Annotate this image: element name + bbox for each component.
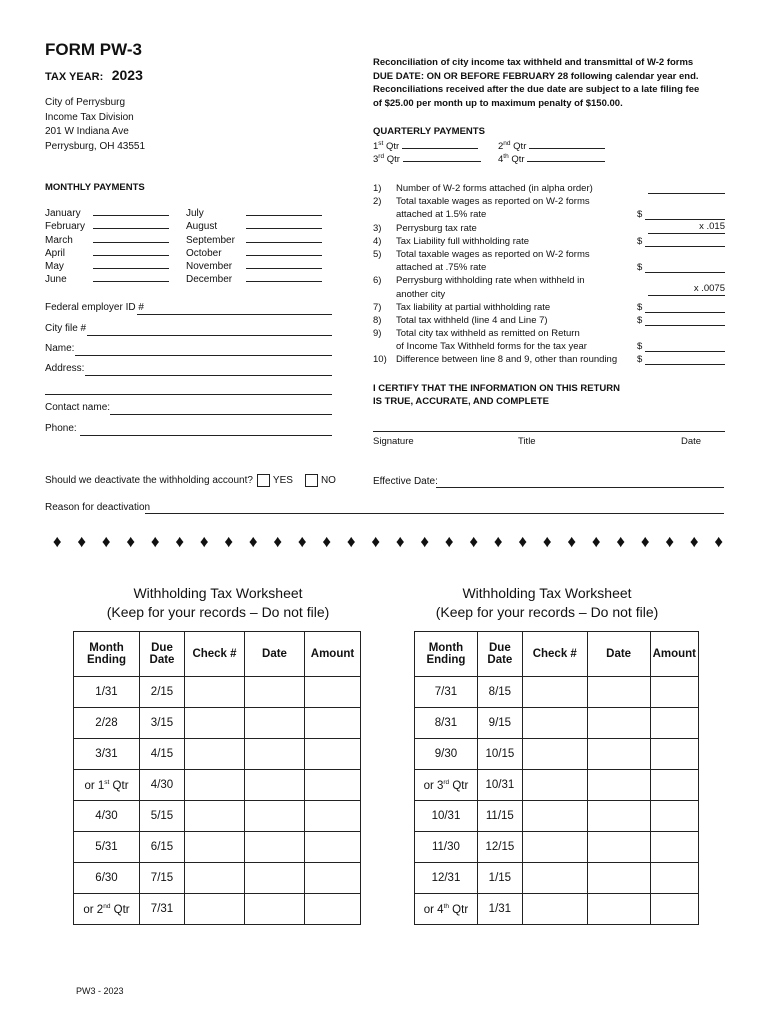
qtr-1: 1st Qtr — [373, 140, 478, 152]
amount-header: Amount — [305, 632, 361, 677]
month-ending-cell: 6/30 — [74, 863, 140, 894]
date-cell[interactable] — [587, 801, 650, 832]
diamond-icon: ♦ — [101, 532, 111, 551]
date-label: Date — [681, 436, 702, 447]
check-cell[interactable] — [185, 677, 245, 708]
month-label: September — [186, 234, 235, 246]
notice-line: Reconciliations received after the due date are subject to a late filing fee — [373, 84, 700, 95]
name-field[interactable] — [75, 355, 332, 356]
due-date-notice — [373, 56, 699, 110]
month-ending-cell: 10/31 — [415, 801, 478, 832]
table-row — [74, 677, 361, 708]
date-cell[interactable] — [587, 739, 650, 770]
diamond-icon: ♦ — [640, 532, 650, 551]
table-row — [74, 801, 361, 832]
amount-cell[interactable] — [305, 832, 361, 863]
name-label: Name: — [45, 343, 75, 354]
month-ending-cell: 9/30 — [415, 739, 478, 770]
line-number: 8) — [373, 314, 382, 326]
check-cell[interactable] — [522, 894, 587, 925]
amount-cell[interactable] — [305, 894, 361, 925]
due-date-cell: 4/30 — [140, 770, 185, 801]
check-cell[interactable] — [185, 770, 245, 801]
signature-field[interactable] — [373, 431, 725, 432]
date-cell[interactable] — [245, 739, 305, 770]
yes-checkbox[interactable] — [257, 474, 270, 487]
worksheet-title: Withholding Tax Worksheet — [133, 585, 303, 601]
line-number: 9) — [373, 328, 382, 340]
month-field[interactable] — [246, 281, 322, 282]
check-cell[interactable] — [522, 863, 587, 894]
date-cell[interactable] — [245, 801, 305, 832]
amount-cell[interactable] — [650, 770, 698, 801]
check-header: Check # — [185, 632, 245, 677]
diamond-icon: ♦ — [493, 532, 503, 551]
month-ending-cell: or 1st Qtr — [74, 770, 140, 801]
certify-line: I CERTIFY THAT THE INFORMATION ON THIS RETURN — [373, 383, 620, 394]
month-ending-header: Month Ending — [74, 632, 140, 677]
diamond-icon: ♦ — [52, 532, 62, 551]
reconciliation-lines: 1) Number of W-2 forms attached (in alpha order) 2) Total taxable wages as reported on W-2 forms attached at 1.5% rate $ 3) Perrysburg tax rate x .015 4) Tax Liability full withholding rate $ 5) Total taxable wages as reported on W-2 forms attached at .75% rate $ 6) Perrysburg withholding rate when withheld in another city x .0075 7) Tax liability at partial withholding rate $ 8) Total tax withheld (line 4 and Line 7) $ 9) Total city tax withheld as remitted on Return of Income Tax Withheld forms for the tax year $ 10) Difference between line 8 and 9, other than rounding $ — [373, 183, 725, 366]
check-cell[interactable] — [185, 832, 245, 863]
due-date-cell: 10/31 — [477, 770, 522, 801]
diamond-icon: ♦ — [567, 532, 577, 551]
table-row — [415, 708, 699, 739]
month-ending-cell: 1/31 — [74, 677, 140, 708]
diamond-icon: ♦ — [126, 532, 136, 551]
month-ending-cell: or 2nd Qtr — [74, 894, 140, 925]
notice-line: DUE DATE: ON OR BEFORE FEBRUARY 28 following calendar year end. — [373, 70, 699, 82]
amount-cell[interactable] — [650, 863, 698, 894]
table-row — [415, 677, 699, 708]
line-4-field[interactable] — [645, 235, 725, 247]
line-number: 2) — [373, 196, 382, 208]
signature-label: Signature — [373, 436, 414, 447]
month-label: June — [45, 274, 67, 286]
line-number: 4) — [373, 235, 382, 247]
amount-cell[interactable] — [650, 708, 698, 739]
due-date-cell: 7/15 — [140, 863, 185, 894]
line-10-label: Difference between line 8 and 9, other than rounding — [396, 354, 618, 366]
line-8-field[interactable] — [645, 314, 725, 326]
worksheet-title: Withholding Tax Worksheet — [462, 585, 632, 601]
notice-line: of $25.00 per month up to maximum penalty of $150.00. — [373, 97, 623, 109]
due-date-cell: 2/15 — [140, 677, 185, 708]
due-date-cell: 11/15 — [477, 801, 522, 832]
effective-date-label: Effective Date: — [373, 476, 438, 487]
line-1-label: Number of W-2 forms attached (in alpha order) — [396, 183, 593, 194]
line-3-value: x .015 — [648, 220, 725, 234]
due-date-cell: 3/15 — [140, 708, 185, 739]
due-date-cell: 7/31 — [140, 894, 185, 925]
amount-cell[interactable] — [305, 770, 361, 801]
amount-cell[interactable] — [650, 832, 698, 863]
worksheet-subtitle: (Keep for your records – Do not file) — [106, 604, 330, 620]
line-2-label-cont: attached at 1.5% rate — [396, 209, 487, 221]
month-field[interactable] — [93, 228, 169, 229]
date-cell[interactable] — [245, 894, 305, 925]
month-label: January — [45, 208, 81, 219]
table-row — [74, 894, 361, 925]
due-date-cell: 9/15 — [477, 708, 522, 739]
check-header: Check # — [522, 632, 587, 677]
check-cell[interactable] — [185, 863, 245, 894]
line-number: 7) — [373, 301, 382, 313]
month-ending-cell: 4/30 — [74, 801, 140, 832]
month-field[interactable] — [246, 255, 322, 256]
diamond-icon: ♦ — [371, 532, 381, 551]
due-date-header: Due Date — [140, 632, 185, 677]
table-row — [74, 708, 361, 739]
month-label: November — [186, 261, 233, 273]
no-checkbox[interactable] — [305, 474, 318, 487]
qtr-2: 2nd Qtr — [498, 140, 605, 152]
date-cell[interactable] — [587, 832, 650, 863]
table-row — [415, 739, 699, 770]
table-row — [415, 894, 699, 925]
qtr-3: 3rd Qtr — [373, 153, 481, 165]
check-cell[interactable] — [185, 739, 245, 770]
due-date-cell: 6/15 — [140, 832, 185, 863]
month-label: February — [45, 221, 86, 233]
line-5-label: Total taxable wages as reported on W-2 forms — [396, 248, 590, 260]
month-ending-cell: or 3rd Qtr — [415, 770, 478, 801]
month-ending-cell: 12/31 — [415, 863, 478, 894]
diamond-icon: ♦ — [322, 532, 332, 551]
no-label: NO — [320, 475, 336, 487]
line-9-label-cont: of Income Tax Withheld forms for the tax year — [396, 341, 587, 353]
diamond-icon: ♦ — [346, 532, 356, 551]
diamond-icon: ♦ — [395, 532, 405, 551]
line-number: 3) — [373, 222, 382, 234]
fein-field[interactable] — [137, 314, 332, 315]
line-9-field[interactable] — [645, 340, 725, 352]
address-line: 201 W Indiana Ave — [45, 126, 129, 137]
form-title: FORM PW-3 — [45, 40, 142, 59]
line-2-label: Total taxable wages as reported on W-2 forms — [396, 196, 590, 208]
month-field[interactable] — [246, 242, 322, 243]
date-cell[interactable] — [245, 708, 305, 739]
date-cell[interactable] — [245, 770, 305, 801]
phone-label: Phone: — [45, 423, 77, 434]
month-ending-cell: 3/31 — [74, 739, 140, 770]
month-field[interactable] — [246, 215, 322, 216]
date-cell[interactable] — [587, 894, 650, 925]
diamond-icon: ♦ — [175, 532, 185, 551]
month-label: October — [186, 247, 222, 259]
quarterly-title: QUARTERLY PAYMENTS — [373, 126, 485, 137]
month-field[interactable] — [93, 281, 169, 282]
line-2-field[interactable] — [645, 208, 725, 220]
date-cell[interactable] — [245, 677, 305, 708]
due-date-cell: 1/31 — [477, 894, 522, 925]
line-number: 1) — [373, 183, 382, 194]
month-field[interactable] — [93, 268, 169, 269]
amount-cell[interactable] — [305, 801, 361, 832]
check-cell[interactable] — [522, 677, 587, 708]
address-field-2[interactable] — [45, 394, 332, 395]
diamond-icon: ♦ — [224, 532, 234, 551]
diamond-icon: ♦ — [273, 532, 283, 551]
qtr-3-field[interactable] — [403, 161, 481, 162]
due-date-header: Due Date — [477, 632, 522, 677]
table-row — [415, 801, 699, 832]
month-label: July — [186, 208, 204, 219]
diamond-icon: ♦ — [150, 532, 160, 551]
month-ending-header: Month Ending — [415, 632, 478, 677]
date-header: Date — [245, 632, 305, 677]
diamond-icon: ♦ — [444, 532, 454, 551]
check-cell[interactable] — [185, 801, 245, 832]
agency-address — [45, 96, 145, 154]
month-ending-cell: or 4th Qtr — [415, 894, 478, 925]
footer-form-id: PW3 - 2023 — [76, 986, 124, 996]
line-4-label: Tax Liability full withholding rate — [396, 235, 530, 247]
month-field[interactable] — [93, 242, 169, 243]
diamond-icon: ♦ — [616, 532, 626, 551]
month-label: May — [45, 261, 64, 273]
month-label: April — [45, 247, 66, 259]
line-6-value: x .0075 — [648, 282, 725, 296]
deactivate-question: Should we deactivate the withholding account? — [45, 475, 253, 487]
month-label: December — [186, 274, 233, 286]
tax-year-label: TAX YEAR: — [45, 71, 104, 83]
line-1-field[interactable] — [648, 182, 725, 194]
reason-field[interactable] — [145, 513, 724, 514]
date-cell[interactable] — [587, 677, 650, 708]
deactivate-row — [45, 474, 336, 487]
due-date-cell: 5/15 — [140, 801, 185, 832]
worksheet-subtitle: (Keep for your records – Do not file) — [435, 604, 659, 620]
monthly-left — [45, 207, 169, 287]
date-cell[interactable] — [587, 770, 650, 801]
qtr-4-field[interactable] — [527, 161, 605, 162]
line-number: 6) — [373, 275, 382, 287]
due-date-cell: 12/15 — [477, 832, 522, 863]
reason-label: Reason for deactivation — [45, 502, 151, 513]
check-cell[interactable] — [522, 708, 587, 739]
line-10-field[interactable] — [645, 353, 725, 365]
due-date-cell: 10/15 — [477, 739, 522, 770]
notice-line: Reconciliation of city income tax withheld and transmittal of W-2 forms — [373, 57, 694, 68]
phone-field[interactable] — [80, 435, 332, 436]
month-ending-cell: 7/31 — [415, 677, 478, 708]
due-date-cell: 4/15 — [140, 739, 185, 770]
table-row — [415, 863, 699, 894]
due-date-cell: 1/15 — [477, 863, 522, 894]
date-cell[interactable] — [587, 708, 650, 739]
diamond-icon: ♦ — [518, 532, 528, 551]
city-file-label: City file # — [45, 323, 87, 334]
diamond-icon: ♦ — [469, 532, 479, 551]
month-ending-cell: 8/31 — [415, 708, 478, 739]
right-worksheet-table — [414, 631, 699, 925]
month-ending-cell: 11/30 — [415, 832, 478, 863]
diamond-icon: ♦ — [591, 532, 601, 551]
effective-date-field[interactable] — [436, 487, 724, 488]
address-field[interactable] — [85, 375, 332, 376]
address-line: Perrysburg, OH 43551 — [45, 140, 146, 152]
address-label: Address: — [45, 363, 85, 374]
diamond-icon: ♦ — [542, 532, 552, 551]
check-cell[interactable] — [522, 739, 587, 770]
diamond-icon: ♦ — [665, 532, 675, 551]
amount-cell[interactable] — [305, 677, 361, 708]
title-label: Title — [518, 436, 536, 447]
check-cell[interactable] — [522, 770, 587, 801]
yes-label: YES — [272, 475, 293, 487]
amount-cell[interactable] — [650, 894, 698, 925]
table-row — [74, 863, 361, 894]
amount-cell[interactable] — [305, 739, 361, 770]
date-cell[interactable] — [245, 863, 305, 894]
month-ending-cell: 5/31 — [74, 832, 140, 863]
line-3-label: Perrysburg tax rate — [396, 222, 477, 234]
line-number: 5) — [373, 248, 382, 260]
table-row — [74, 770, 361, 801]
diamond-icon: ♦ — [714, 532, 724, 551]
diamond-icon: ♦ — [77, 532, 87, 551]
amount-cell[interactable] — [650, 739, 698, 770]
fein-label: Federal employer ID # — [45, 302, 144, 313]
check-cell[interactable] — [522, 801, 587, 832]
line-7-field[interactable] — [645, 301, 725, 313]
contact-field[interactable] — [110, 414, 332, 415]
diamond-icon: ♦ — [199, 532, 209, 551]
diamond-icon: ♦ — [420, 532, 430, 551]
address-line: City of Perrysburg — [45, 97, 126, 108]
qtr-2-field[interactable] — [529, 148, 605, 149]
table-row — [74, 832, 361, 863]
month-field[interactable] — [93, 255, 169, 256]
due-date-cell: 8/15 — [477, 677, 522, 708]
line-number: 10) — [373, 354, 387, 366]
diamond-icon: ♦ — [297, 532, 307, 551]
right-worksheet-title — [402, 584, 692, 622]
month-label: March — [45, 234, 73, 246]
diamond-icon: ♦ — [689, 532, 699, 551]
certification-text — [373, 382, 620, 408]
line-7-label: Tax liability at partial withholding rate — [396, 301, 551, 313]
month-field[interactable] — [246, 228, 322, 229]
line-6-label: Perrysburg withholding rate when withheld in — [396, 275, 585, 287]
month-field[interactable] — [246, 268, 322, 269]
line-5-label-cont: attached at .75% rate — [396, 262, 487, 274]
month-field[interactable] — [93, 215, 169, 216]
amount-header: Amount — [650, 632, 698, 677]
certify-line: IS TRUE, ACCURATE, AND COMPLETE — [373, 396, 549, 407]
left-worksheet-title — [73, 584, 363, 622]
tax-year — [45, 67, 143, 85]
qtr-4: 4th Qtr — [498, 153, 605, 165]
month-ending-cell: 2/28 — [74, 708, 140, 739]
qtr-1-field[interactable] — [402, 148, 478, 149]
amount-cell[interactable] — [650, 801, 698, 832]
check-cell[interactable] — [185, 894, 245, 925]
line-8-label: Total tax withheld (line 4 and Line 7) — [396, 314, 548, 326]
line-5-field[interactable] — [645, 261, 725, 273]
table-row — [415, 832, 699, 863]
check-cell[interactable] — [522, 832, 587, 863]
diamond-icon: ♦ — [248, 532, 258, 551]
line-6-label-cont: another city — [396, 288, 446, 300]
contact-label: Contact name: — [45, 402, 111, 413]
city-file-field[interactable] — [87, 335, 332, 336]
month-label: August — [186, 221, 218, 233]
left-worksheet-table — [73, 631, 361, 925]
check-cell[interactable] — [185, 708, 245, 739]
date-header: Date — [587, 632, 650, 677]
table-row — [415, 770, 699, 801]
amount-cell[interactable] — [305, 708, 361, 739]
date-cell[interactable] — [587, 863, 650, 894]
amount-cell[interactable] — [305, 863, 361, 894]
monthly-right — [186, 207, 322, 287]
date-cell[interactable] — [245, 832, 305, 863]
table-row — [74, 739, 361, 770]
amount-cell[interactable] — [650, 677, 698, 708]
tax-year-value: 2023 — [111, 67, 143, 83]
monthly-title: MONTHLY PAYMENTS — [45, 182, 145, 193]
diamond-separator — [45, 532, 735, 552]
address-line: Income Tax Division — [45, 111, 134, 123]
line-9-label: Total city tax withheld as remitted on Return — [396, 328, 580, 340]
